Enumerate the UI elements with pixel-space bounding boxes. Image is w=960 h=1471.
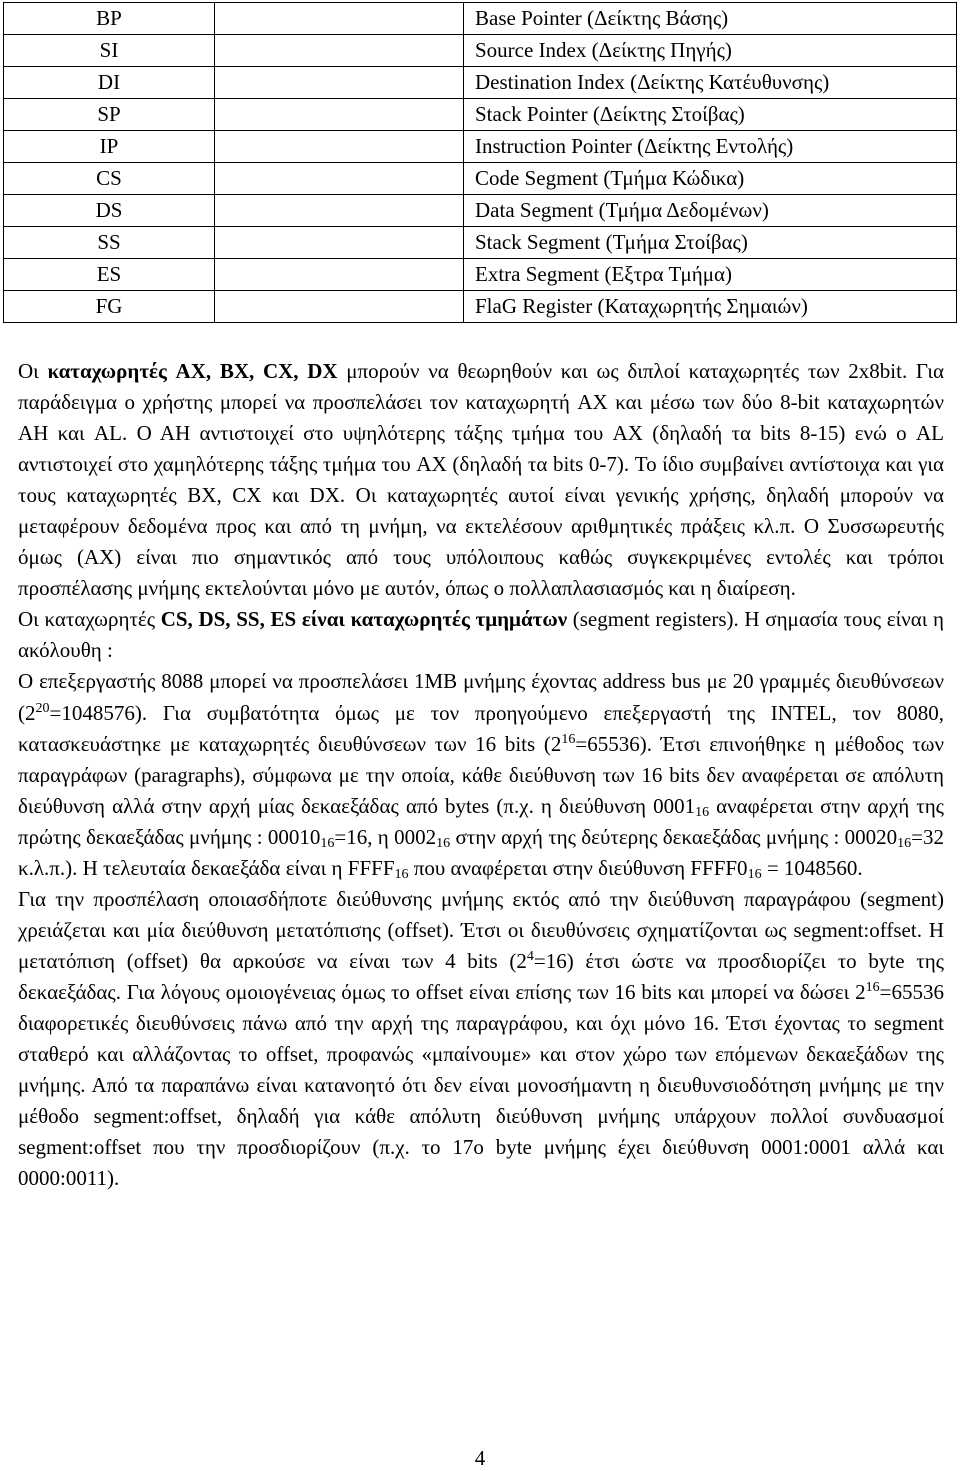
empty-cell [215, 195, 464, 227]
bold-text: καταχωρητές AX, BX, CX, DX [47, 359, 338, 383]
text-run: Οι καταχωρητές [18, 607, 161, 632]
register-description: Instruction Pointer (Δείκτης Εντολής) [464, 131, 957, 163]
superscript: 16 [561, 731, 576, 747]
paragraph-segment-registers [18, 604, 944, 666]
text-run: =16) έτσι ώστε να προσδιορίζει το byte της δεκαεξάδας. Για λόγους ομοιογένειας όμως το offset είναι επίσης των 16 bits και μπορεί να δώσει 2 [18, 948, 944, 1004]
text-run: (segment registers). Η σημασία τους είναι η ακόλουθη : [18, 607, 945, 663]
text-run: = 1048560. [761, 855, 863, 880]
text-run: =65536 διαφορετικές διευθύνσεις πάνω από την αρχή της παραγράφου, και όχι μόνο 16. Έτσι έχοντας το segment σταθερό και αλλάζοντας το offset, προφανώς «μπαίνουμε» και στον χώρο των επόμενων δεκαεξάδων της μνήμης. Από τα παραπάνω είναι κατανοητό ότι δεν είναι μονοσήμαντη η διευθυνσιοδότηση μνήμης με την μέθοδο segment:offset, δηλαδή για κάθε απόλυτη διεύθυνση μνήμης υπάρχουν πολλοί συνδυασμοί segment:offset που την προσδιορίζουν (π.χ. το 17ο byte μνήμης έχει διεύθυνση 0001:0001 αλλά και 0000:0011). [18, 979, 944, 1191]
register-description: Destination Index (Δείκτης Κατέυθυνσης) [464, 67, 957, 99]
register-abbr: FG [4, 291, 215, 323]
empty-cell [215, 291, 464, 323]
register-abbr: ES [4, 259, 215, 291]
subscript: 16 [394, 866, 409, 882]
text-run: που αναφέρεται στην διεύθυνση FFFF0 [408, 855, 748, 880]
table-row [4, 227, 957, 259]
text-run: Ο επεξεργαστής 8088 μπορεί να προσπελάσει 1MB μνήμης έχοντας address bus με 20 γραμμές διευθύνσεων (2 [18, 669, 944, 725]
empty-cell [215, 35, 464, 67]
register-abbr: SP [4, 99, 215, 131]
subscript: 16 [320, 835, 335, 851]
empty-cell [215, 227, 464, 259]
paragraph-general-registers [18, 356, 944, 604]
register-description: Code Segment (Τμήμα Κώδικα) [464, 163, 957, 195]
superscript: 16 [865, 979, 880, 995]
text-run: αναφέρεται στην αρχή της πρώτης δεκαεξάδας μνήμης : 00010 [18, 793, 944, 849]
text-run: Για την προσπέλαση οποιασδήποτε διεύθυνσης μνήμης εκτός από την διεύθυνση παραγράφου (segment) χρειάζεται και μία διεύθυνση μετατόπισης (offset). Έτσι οι διευθύνσεις σχηματίζονται ως segment:offset. Η μετατόπιση (offset) θα αρκούσε να είναι των 4 bits (2 [18, 886, 944, 973]
table-row [4, 99, 957, 131]
text-run: =32 κ.λ.π.). Η τελευταία δεκαεξάδα είναι η FFFF [18, 824, 944, 880]
empty-cell [215, 67, 464, 99]
body-text [18, 356, 944, 1194]
text-run: Οι [18, 359, 48, 383]
register-abbr: IP [4, 131, 215, 163]
page-number: 4 [474, 1446, 486, 1470]
table-row [4, 259, 957, 291]
register-description: Extra Segment (Εξτρα Τμήμα) [464, 259, 957, 291]
empty-cell [215, 163, 464, 195]
register-abbr: DS [4, 195, 215, 227]
table-row [4, 3, 957, 35]
register-table [3, 2, 957, 323]
subscript: 16 [695, 804, 710, 820]
subscript: 16 [747, 866, 762, 882]
table-row [4, 67, 957, 99]
empty-cell [215, 259, 464, 291]
subscript: 16 [436, 835, 451, 851]
register-description: Base Pointer (Δείκτης Βάσης) [464, 3, 957, 35]
register-abbr: CS [4, 163, 215, 195]
superscript: 20 [35, 700, 50, 716]
paragraph-paragraphs-method [18, 666, 944, 883]
table-row [4, 35, 957, 67]
empty-cell [215, 3, 464, 35]
register-description: Stack Segment (Τμήμα Στοίβας) [464, 227, 957, 259]
table-row [4, 163, 957, 195]
table-row [4, 195, 957, 227]
register-abbr: SI [4, 35, 215, 67]
empty-cell [215, 131, 464, 163]
paragraph-offset [18, 884, 944, 1194]
register-abbr: DI [4, 67, 215, 99]
register-abbr: BP [4, 3, 215, 35]
register-abbr: SS [4, 227, 215, 259]
empty-cell [215, 99, 464, 131]
text-run: μπορούν να θεωρηθούν και ως διπλοί καταχωρητές των 2x8bit. Για παράδειγμα ο χρήστης μπορεί να προσπελάσει τον καταχωρητή AX και μέσω των δύο 8-bit καταχωρητών AH και AL. O AH αντιστοιχεί στο υψηλότερης τάξης τμήμα του AX (δηλαδή τα bits 8-15) ενώ ο AL αντιστοιχεί στο χαμηλότερης τάξης τμήμα του AX (δηλαδή τα bits 0-7). Το ίδιο συμβαίνει αντίστοιχα και για τους καταχωρητές BX, CX και DX. Οι καταχωρητές αυτοί είναι γενικής χρήσης, δηλαδή μπορούν να μεταφέρουν δεδομένα προς και από τη μνήμη, να εκτελέσουν αριθμητικές πράξεις κλ.π. Ο Συσσωρευτής όμως (AX) είναι πιο σημαντικός από τους υπόλοιπους καθώς συγκεκριμένες εντολές και τρόποι προσπέλασης μνήμης εκτελούνται μόνο με αυτόν, όπως ο πολλαπλασιασμός και η διαίρεση. [18, 359, 944, 601]
register-description: Stack Pointer (Δείκτης Στοίβας) [464, 99, 957, 131]
subscript: 16 [897, 835, 912, 851]
register-description: Source Index (Δείκτης Πηγής) [464, 35, 957, 67]
bold-text: CS, DS, SS, ES είναι καταχωρητές τμημάτων [160, 607, 568, 632]
table-row [4, 131, 957, 163]
superscript: 4 [526, 948, 534, 964]
register-description: Data Segment (Τμήμα Δεδομένων) [464, 195, 957, 227]
text-run: =65536). Έτσι επινοήθηκε η μέθοδος των παραγράφων (paragraphs), σύμφωνα με την οποία, κάθε διεύθυνση των 16 bits δεν αναφέρεται σε απόλυτη διεύθυνση αλλά στην αρχή μίας δεκαεξάδας από bytes (π.χ. η διεύθυνση 0001 [18, 731, 944, 818]
text-run: =1048576). Για συμβατότητα όμως με τον προηγούμενο επεξεργαστή της INTEL, τον 8080, κατασκευάστηκε με καταχωρητές διευθύνσεων των 16 bits (2 [18, 700, 944, 756]
text-run: =16, η 0002 [334, 824, 437, 849]
register-description: FlaG Register (Καταχωρητής Σημαιών) [464, 291, 957, 323]
table-row [4, 291, 957, 323]
text-run: στην αρχή της δεύτερης δεκαεξάδας μνήμης : 00020 [450, 824, 898, 849]
